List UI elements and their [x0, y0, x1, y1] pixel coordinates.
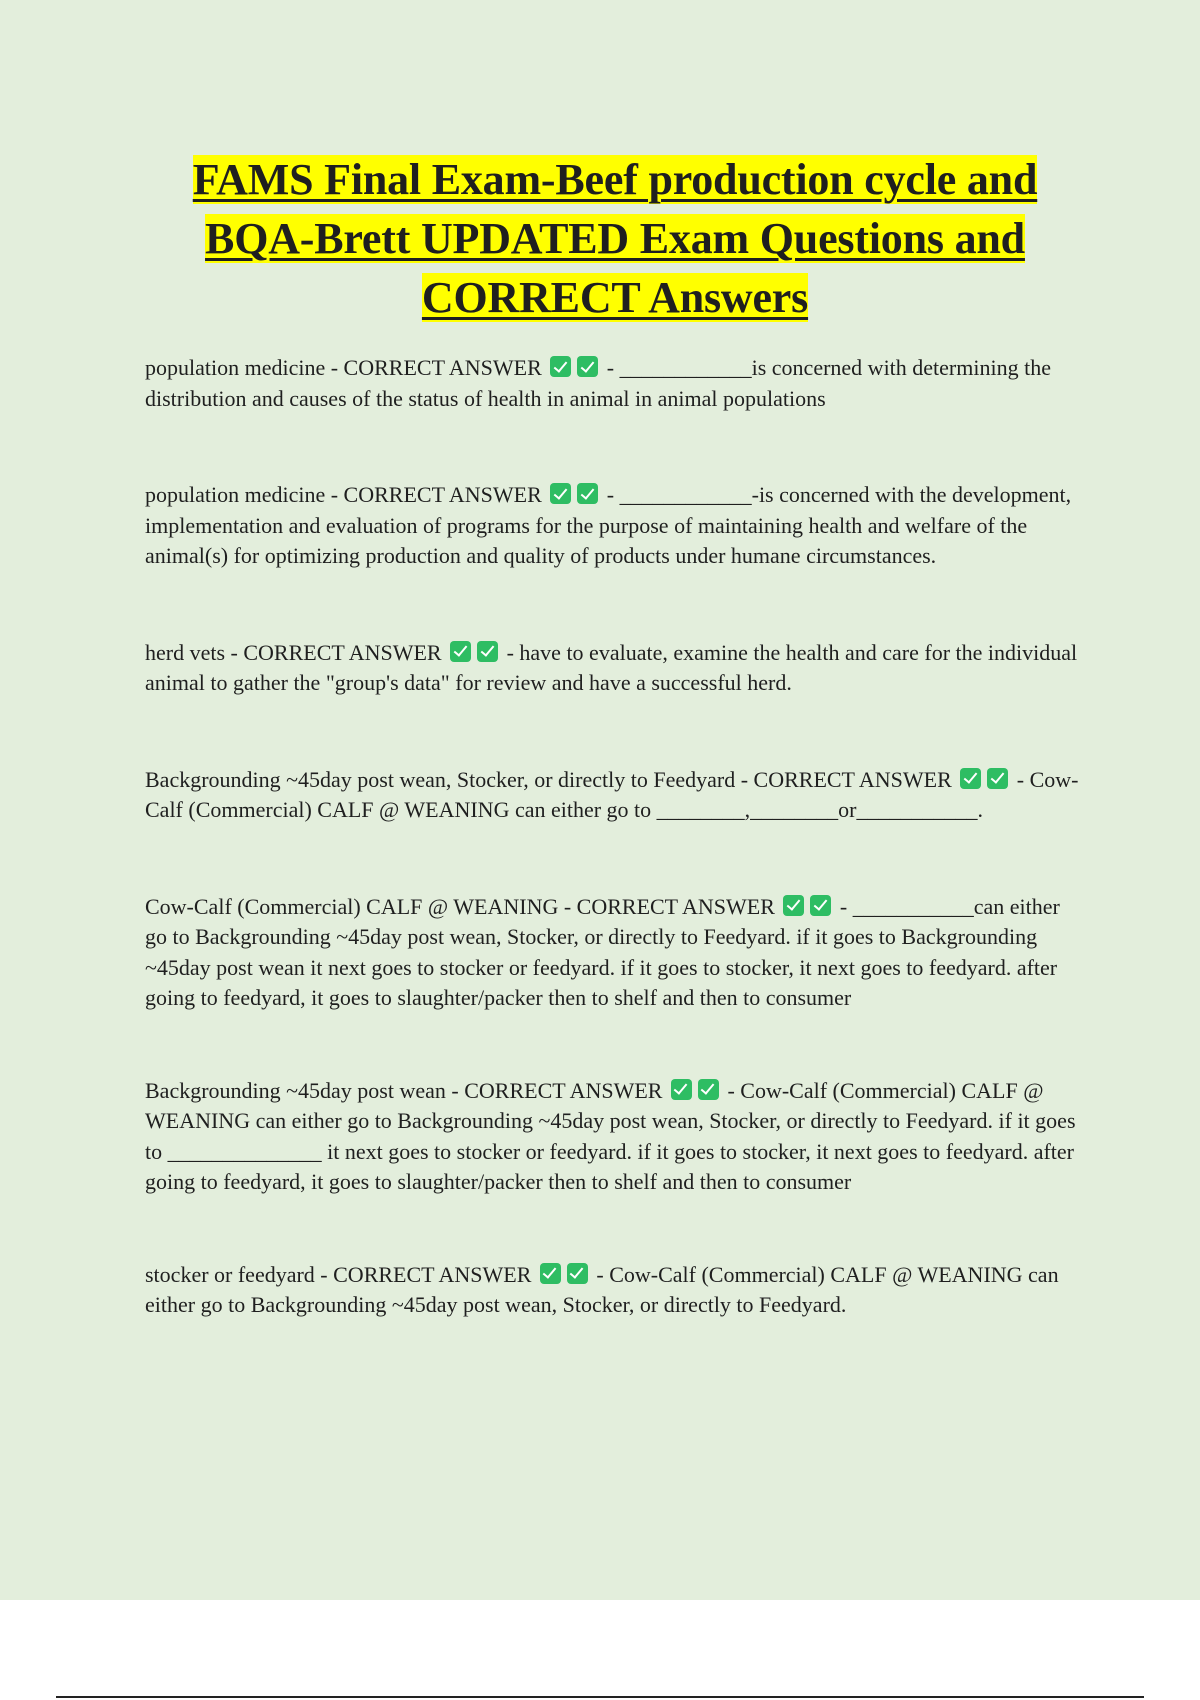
checkmark-icon	[698, 1079, 719, 1100]
qa-item	[145, 765, 1085, 826]
qa-term: population medicine - CORRECT ANSWER	[145, 355, 542, 380]
qa-item	[145, 892, 1085, 1014]
qa-answer: - have to evaluate, examine the health and care for the individual animal to gather the "group's data" for review and have a successful herd.	[145, 639, 1078, 695]
checkmark-icon	[671, 1079, 692, 1100]
spacer	[145, 1014, 1085, 1076]
footer-rule	[56, 1696, 1144, 1698]
qa-term: Cow-Calf (Commercial) CALF @ WEANING - CORRECT ANSWER	[145, 893, 775, 919]
qa-item	[145, 1260, 1085, 1321]
checkmark-icon	[960, 768, 981, 789]
checkmark-icon	[987, 768, 1008, 789]
checkmark-icon	[577, 356, 598, 377]
document-title	[145, 150, 1085, 327]
qa-term: Backgrounding ~45day post wean, Stocker, or directly to Feedyard - CORRECT ANSWER	[145, 766, 952, 792]
spacer	[145, 572, 1085, 638]
spacer	[145, 414, 1085, 480]
qa-term: stocker or feedyard - CORRECT ANSWER	[145, 1261, 532, 1287]
qa-answer: - Cow-Calf (Commercial) CALF @ WEANING can either go to Backgrounding ~45day post wean, Stocker, or directly to Feedyard. if it goes to ______________ it next goes to stocker or feedyard. if it goes to stocker, it next goes to feedyard. after going to feedyard, it goes to slaughter/packer then to shelf and then to consumer	[145, 1077, 1076, 1194]
qa-answer: - Cow-Calf (Commercial) CALF @ WEANING can either go to ________,________or___________.	[145, 766, 1079, 822]
checkmark-icon	[550, 483, 571, 504]
qa-term: Backgrounding ~45day post wean - CORRECT ANSWER	[145, 1077, 663, 1103]
qa-answer: - ____________-is concerned with the development, implementation and evaluation of programs for the purpose of maintaining health and welfare of the animal(s) for optimizing production and quality of products under humane circumstances.	[145, 482, 1072, 568]
spacer	[145, 826, 1085, 892]
checkmark-icon	[783, 895, 804, 916]
spacer	[145, 1198, 1085, 1260]
checkmark-icon	[540, 1263, 561, 1284]
document-content	[145, 150, 1085, 1321]
document-title-text: FAMS Final Exam-Beef production cycle and BQA-Brett UPDATED Exam Questions and CORRECT Answers	[192, 155, 1038, 322]
checkmark-icon	[567, 1263, 588, 1284]
checkmark-icon	[450, 641, 471, 662]
checkmark-icon	[550, 356, 571, 377]
qa-item	[145, 353, 1085, 414]
qa-item	[145, 1076, 1085, 1198]
qa-item	[145, 480, 1085, 572]
qa-answer: - ____________is concerned with determining the distribution and causes of the status of health in animal in animal populations	[145, 355, 1051, 411]
qa-item	[145, 638, 1085, 699]
checkmark-icon	[477, 641, 498, 662]
qa-term: population medicine - CORRECT ANSWER	[145, 482, 542, 507]
qa-answer: - ___________can either go to Backgrounding ~45day post wean, Stocker, or directly to Feedyard. if it goes to Backgrounding ~45day post wean it next goes to stocker or feedyard. if it goes to stocker, it next goes to feedyard. after going to feedyard, it goes to slaughter/packer then to shelf and then to consumer	[145, 893, 1060, 1010]
checkmark-icon	[577, 483, 598, 504]
checkmark-icon	[810, 895, 831, 916]
qa-term: herd vets - CORRECT ANSWER	[145, 639, 442, 665]
spacer	[145, 699, 1085, 765]
qa-answer: - Cow-Calf (Commercial) CALF @ WEANING can either go to Backgrounding ~45day post wean, Stocker, or directly to Feedyard.	[145, 1261, 1059, 1317]
